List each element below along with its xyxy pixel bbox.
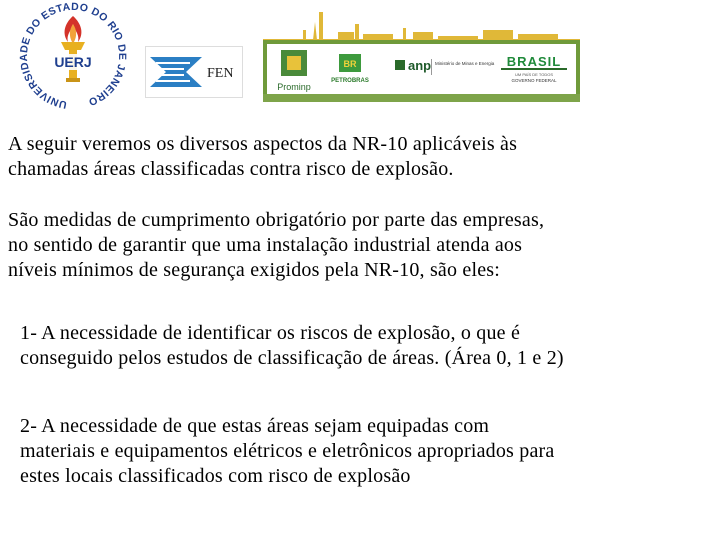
governo-label: GOVERNO FEDERAL [511,78,557,83]
intro-line-1: A seguir veremos os diversos aspectos da NR-10 aplicáveis às [8,133,518,155]
measures-line-3: níveis mínimos de segurança exigidos pela NR-10, são eles: [8,259,501,281]
industrial-skyline-icon [263,12,580,41]
item-2-line-3: estes locais classificados com risco de explosão [20,465,411,487]
brasil-label: BRASIL [506,54,562,69]
measures-line-2: no sentido de garantir que uma instalação industrial atenda aos [8,234,523,256]
intro-paragraph [8,132,708,182]
uerj-logo [14,2,132,110]
fen-logo [145,46,243,98]
intro-line-2: chamadas áreas classificadas contra risco de explosão. [8,158,454,180]
uerj-abbrev: UERJ [54,54,92,70]
petrobras-label: PETROBRAS [331,78,369,84]
sponsors-banner [263,10,580,102]
uerj-ring-text: UNIVERSIDADE DO ESTADO DO RIO DE JANEIRO [17,2,129,110]
fen-emblem-icon [146,47,242,97]
fen-label: FEN [207,66,234,81]
measures-paragraph [8,208,708,283]
pais-label: UM PAÍS DE TODOS [514,72,554,77]
item-1-line-2: conseguido pelos estudos de classificação de áreas. (Área 0, 1 e 2) [20,347,564,369]
ministerio-label: Ministério de Minas e Energia [435,61,495,66]
item-2-line-1: 2- A necessidade de que estas áreas sejam equipadas com [20,415,490,437]
br-label: BR [343,59,357,69]
prominp-logo [277,50,311,92]
item-1-line-1: 1- A necessidade de identificar os riscos de explosão, o que é [20,322,521,344]
torch-icon [61,16,85,82]
measures-line-1: São medidas de cumprimento obrigatório por parte das empresas, [8,209,545,231]
item-2-paragraph [20,414,710,489]
item-2-line-2: materiais e equipamentos elétricos e eletrônicos apropriados para [20,440,555,462]
prominp-label: Prominp [277,82,311,92]
anp-label: anp [408,58,432,73]
item-1-paragraph [20,321,710,371]
